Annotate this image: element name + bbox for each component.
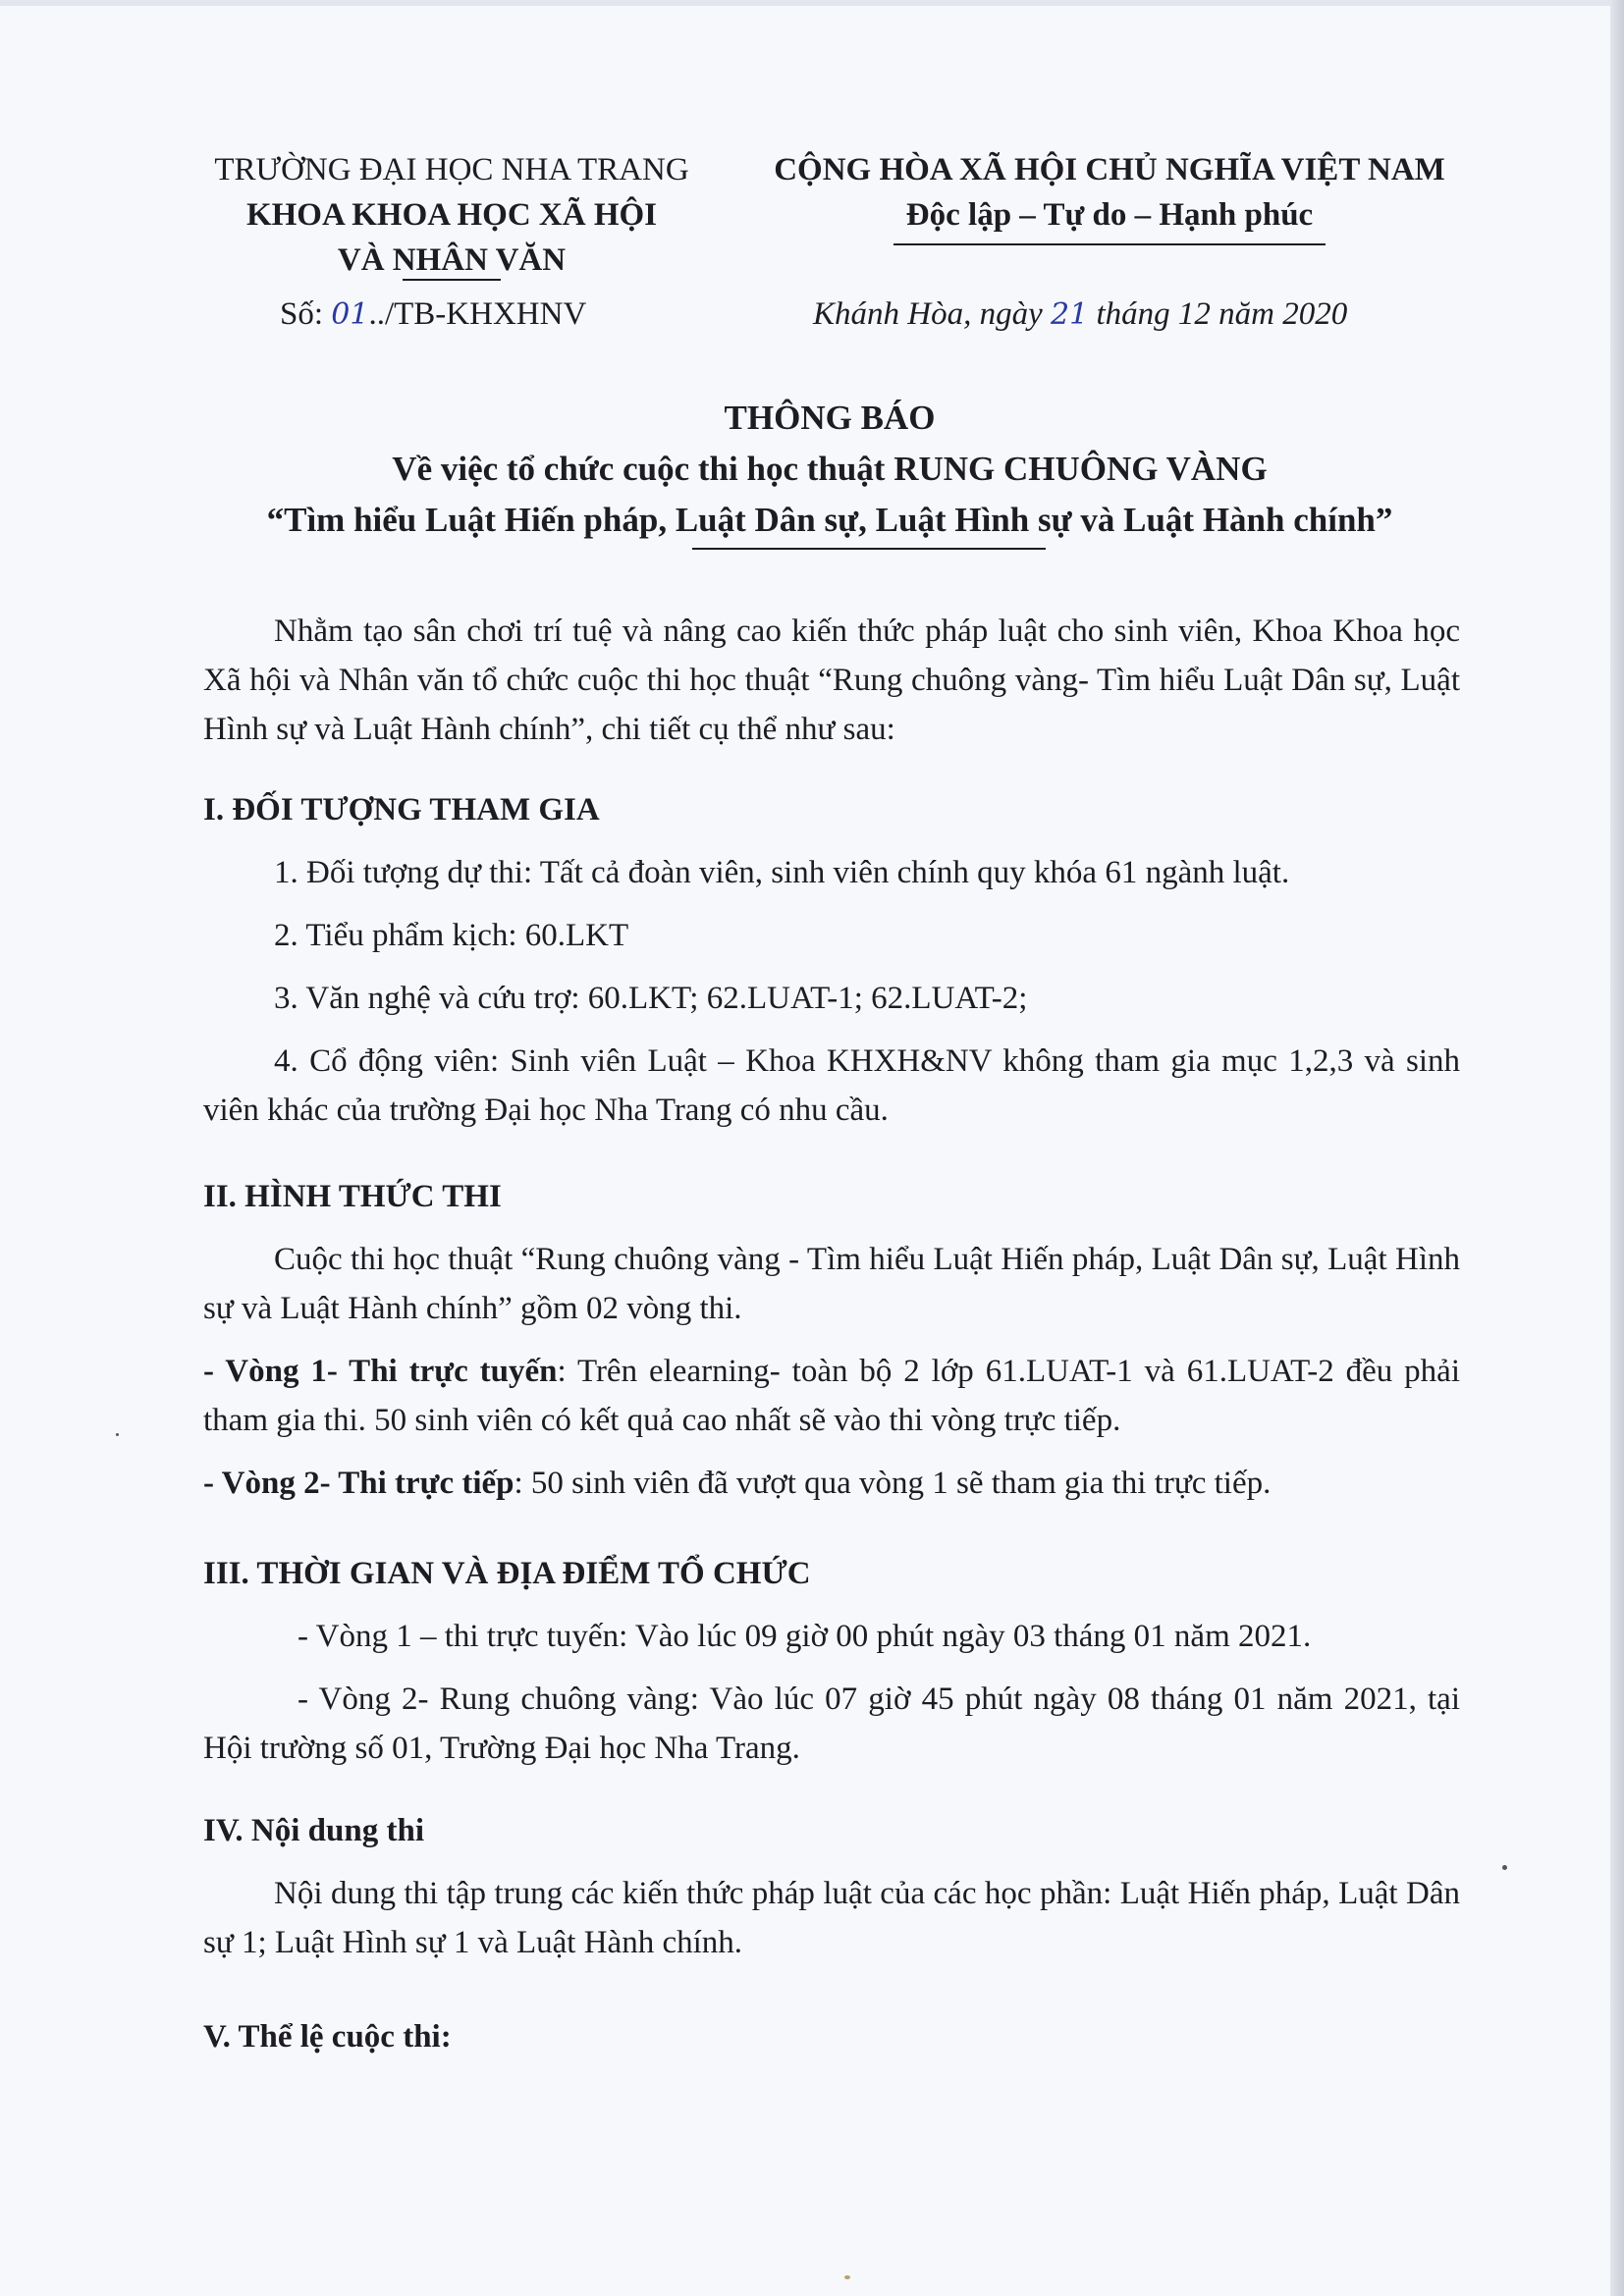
issue-date (813, 296, 1347, 333)
section-5-heading: V. Thể lệ cuộc thi: (203, 2019, 452, 2055)
section-2 (203, 1172, 1460, 1508)
round-1-paragraph (203, 1347, 1460, 1445)
title-line1: THÔNG BÁO (724, 399, 936, 437)
national-motto-block (746, 147, 1473, 245)
intro-text: Nhằm tạo sân chơi trí tuệ và nâng cao kiến thức pháp luật cho sinh viên, Khoa Khoa học Xã hội và Nhân văn tổ chức cuộc thi học thuật “Rung chuông vàng- Tìm hiểu Luật Dân sự, Luật Hình sự và Luật Hành chính”, chi tiết cụ thể như sau: (203, 614, 1460, 747)
docno-handwritten: 01 (331, 297, 369, 332)
title-line2: Về việc tổ chức cuộc thi học thuật RUNG CHUÔNG VÀNG (392, 450, 1268, 488)
round-2-text: : 50 sinh viên đã vượt qua vòng 1 sẽ tham gia thi trực tiếp. (514, 1466, 1272, 1501)
motto-underline (893, 243, 1326, 245)
scan-edge-top (0, 0, 1624, 6)
document-number (280, 296, 586, 333)
date-day-handwritten: 21 (1051, 297, 1089, 332)
round-2-label: - Vòng 2- Thi trực tiếp (203, 1466, 514, 1501)
issuer-block (196, 147, 707, 281)
university-name: TRƯỜNG ĐẠI HỌC NHA TRANG (214, 152, 689, 187)
section-1-heading: I. ĐỐI TƯỢNG THAM GIA (203, 792, 600, 828)
section-1-item: 2. Tiểu phẩm kịch: 60.LKT (274, 918, 629, 953)
scan-speck (1502, 1865, 1507, 1870)
country-name: CỘNG HÒA XÃ HỘI CHỦ NGHĨA VIỆT NAM (774, 152, 1445, 187)
docno-suffix: ../TB-KHXHNV (368, 296, 587, 332)
scan-edge-right (1610, 0, 1624, 2296)
section-4-paragraph: Nội dung thi tập trung các kiến thức pháp luật của các học phần: Luật Hiến pháp, Luật Dân sự 1; Luật Hình sự 1 và Luật Hành chính. (203, 1876, 1460, 1960)
date-prefix: Khánh Hòa, ngày (813, 296, 1043, 332)
scan-speck (844, 2275, 850, 2279)
section-2-heading: II. HÌNH THỨC THI (203, 1179, 502, 1214)
date-suffix: tháng 12 năm 2020 (1096, 296, 1348, 332)
round-1-text: : Trên elearning- toàn bộ 2 lớp 61.LUAT-1 và 61.LUAT-2 đều phải tham gia thi. 50 sinh viên có kết quả cao nhất sẽ vào thi vòng trực tiếp. (203, 1354, 1460, 1438)
intro-paragraph (203, 607, 1460, 754)
faculty-name-line2: VÀ NHÂN VĂN (337, 242, 567, 278)
section-5 (203, 2012, 1460, 2061)
title-underline (692, 548, 1046, 550)
section-3-item: - Vòng 2- Rung chuông vàng: Vào lúc 07 giờ 45 phút ngày 08 tháng 01 năm 2021, tại Hội trường số 01, Trường Đại học Nha Trang. (203, 1682, 1460, 1766)
section-1-item: 3. Văn nghệ và cứu trợ: 60.LKT; 62.LUAT-1; 62.LUAT-2; (274, 981, 1028, 1016)
title-line3: “Tìm hiểu Luật Hiến pháp, Luật Dân sự, Luật Hình sự và Luật Hành chính” (266, 501, 1393, 539)
scan-speck (116, 1433, 119, 1436)
section-4-heading: IV. Nội dung thi (203, 1813, 424, 1848)
section-3-item: - Vòng 1 – thi trực tuyến: Vào lúc 09 giờ 00 phút ngày 03 tháng 01 năm 2021. (298, 1619, 1312, 1654)
motto: Độc lập – Tự do – Hạnh phúc (905, 197, 1314, 233)
section-3 (203, 1549, 1460, 1773)
section-2-paragraph: Cuộc thi học thuật “Rung chuông vàng - Tìm hiểu Luật Hiến pháp, Luật Dân sự, Luật Hình sự và Luật Hành chính” gồm 02 vòng thi. (203, 1242, 1460, 1326)
section-3-heading: III. THỜI GIAN VÀ ĐỊA ĐIỂM TỔ CHỨC (203, 1556, 811, 1591)
round-1-label: - Vòng 1- Thi trực tuyến (203, 1354, 558, 1389)
section-1 (203, 785, 1460, 1135)
docno-prefix: Số: (280, 296, 324, 332)
round-2-paragraph (203, 1459, 1460, 1508)
faculty-name-line1: KHOA KHOA HỌC XÃ HỘI (245, 197, 658, 233)
section-1-item: 1. Đối tượng dự thi: Tất cả đoàn viên, sinh viên chính quy khóa 61 ngành luật. (274, 855, 1290, 890)
section-1-item: 4. Cổ động viên: Sinh viên Luật – Khoa KHXH&NV không tham gia mục 1,2,3 và sinh viên khác của trường Đại học Nha Trang có nhu cầu. (203, 1043, 1460, 1128)
section-4 (203, 1806, 1460, 1967)
notice-title (118, 393, 1542, 550)
